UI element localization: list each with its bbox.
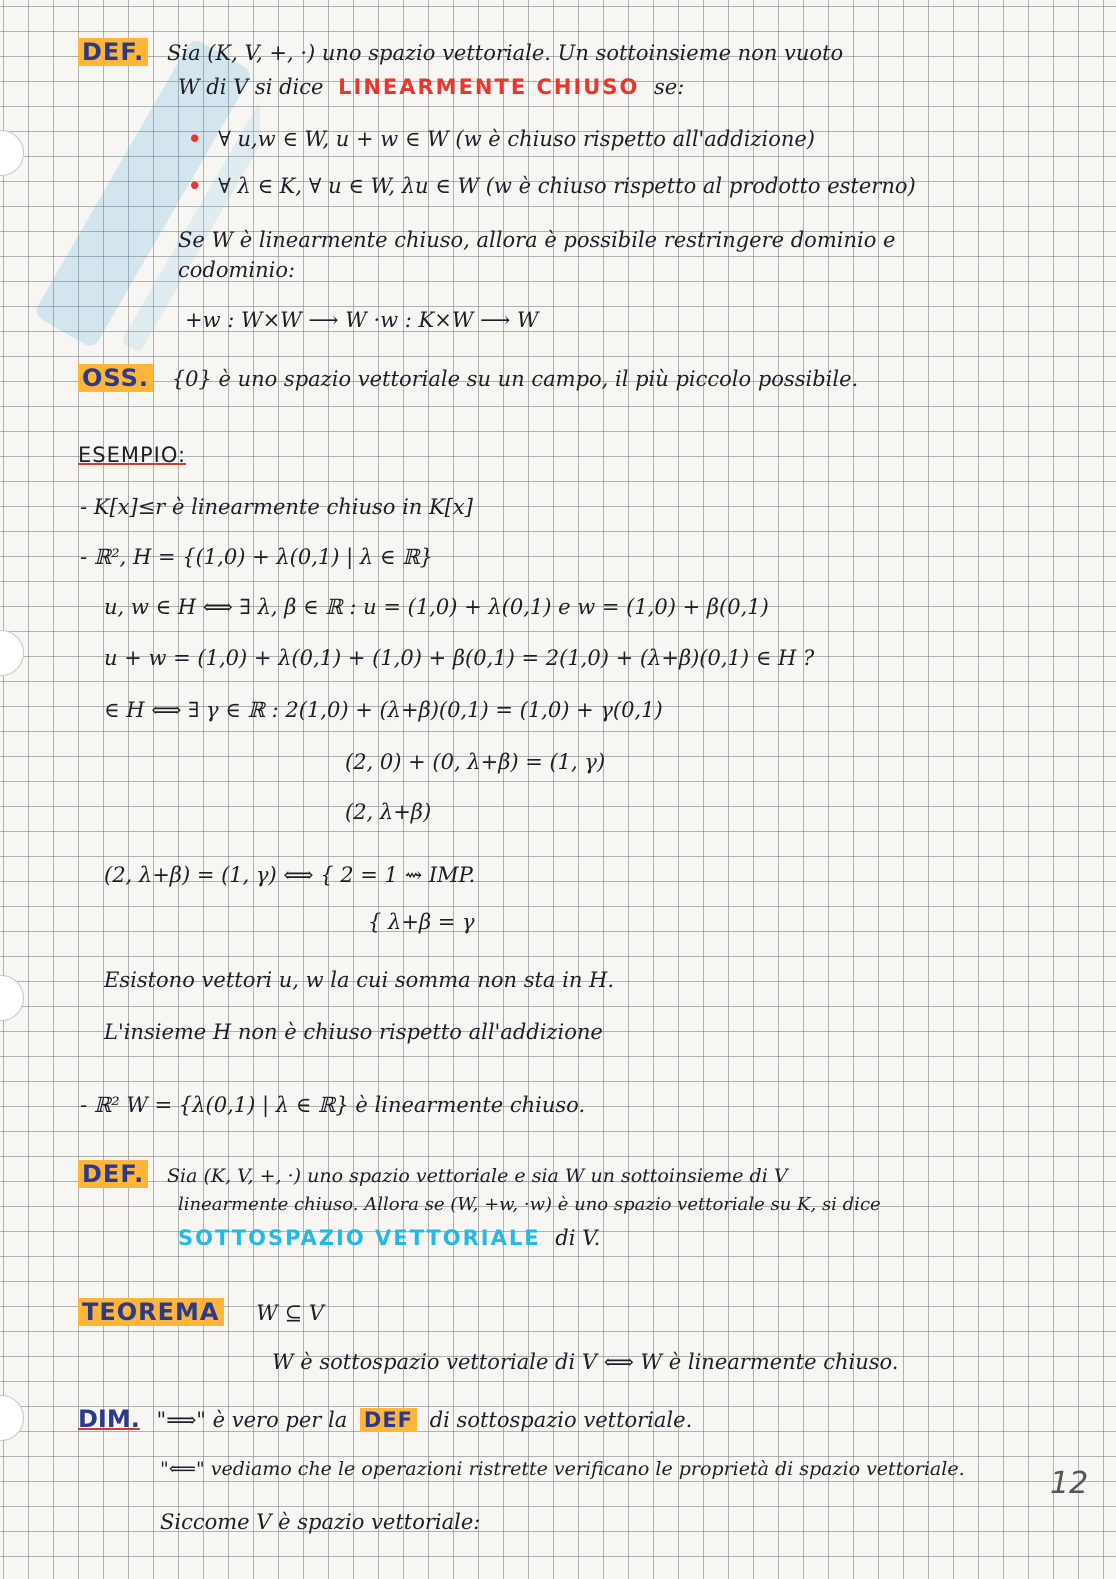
page-number: 12 xyxy=(1050,1466,1089,1501)
def2-line-a xyxy=(78,1162,788,1186)
def2-text-c-post: di V. xyxy=(555,1226,601,1250)
restrict-line-b: codominio: xyxy=(178,258,296,282)
teorema-statement: W è sottospazio vettoriale di V ⟺ W è linearmente chiuso. xyxy=(272,1350,899,1374)
dim-line-b: "⟸" vediamo che le operazioni ristrette verificano le proprietà di spazio vettoriale. xyxy=(160,1458,965,1480)
def-tag: DEF. xyxy=(78,38,148,66)
binder-hole xyxy=(0,975,24,1021)
example-line-7: (2, λ+β) xyxy=(345,800,432,824)
example-line-4: u + w = (1,0) + λ(0,1) + (1,0) + β(0,1) = 2(1,0) + (λ+β)(0,1) ∈ H ? xyxy=(104,646,815,670)
def1-line-b xyxy=(178,77,684,98)
example-line-11: L'insieme H non è chiuso rispetto all'addizione xyxy=(104,1020,603,1044)
example-line-12: - ℝ² W = {λ(0,1) | λ ∈ ℝ} è linearmente chiuso. xyxy=(80,1093,586,1117)
dim-text-a-post: di sottospazio vettoriale. xyxy=(429,1408,693,1432)
bullet-line-2 xyxy=(188,175,916,197)
example-line-3: u, w ∈ H ⟺ ∃ λ, β ∈ ℝ : u = (1,0) + λ(0,1) e w = (1,0) + β(0,1) xyxy=(104,595,769,619)
dim-tag: DIM. xyxy=(78,1405,140,1433)
teorema-tag: TEOREMA xyxy=(78,1298,224,1326)
example-line-9: { λ+β = γ xyxy=(368,910,475,934)
restrict-line-a: Se W è linearmente chiuso, allora è possibile restringere dominio e xyxy=(178,228,896,252)
dim-text-a-pre: "⟹" è vero per la xyxy=(156,1408,348,1432)
example-line-2: - ℝ², H = {(1,0) + λ(0,1) | λ ∈ ℝ} xyxy=(80,545,433,569)
def-tag: DEF. xyxy=(78,1160,148,1188)
bullet-text-1: ∀ u,w ∈ W, u + w ∈ W (w è chiuso rispetto all'addizione) xyxy=(218,127,815,151)
example-line-1: - K[x]≤r è linearmente chiuso in K[x] xyxy=(80,495,473,519)
binder-hole xyxy=(0,630,24,676)
def2-text-a: Sia (K, V, +, ·) uno spazio vettoriale e sia W un sottoinsieme di V xyxy=(167,1165,788,1187)
example-line-6: (2, 0) + (0, λ+β) = (1, γ) xyxy=(345,750,606,774)
def1-text-b-post: se: xyxy=(654,75,685,99)
def-reference: DEF xyxy=(360,1408,417,1432)
dim-line-a xyxy=(78,1407,692,1431)
example-line-8: (2, λ+β) = (1, γ) ⟺ { 2 = 1 ⇝ IMP. xyxy=(104,863,476,887)
def2-line-b: linearmente chiuso. Allora se (W, +w, ·w) è uno spazio vettoriale su K, si dice xyxy=(178,1194,881,1215)
def1-line-a xyxy=(78,40,843,64)
example-line-10: Esistono vettori u, w la cui somma non sta in H. xyxy=(104,968,615,992)
oss-line xyxy=(78,366,858,390)
def1-text-b-pre: W di V si dice xyxy=(178,75,324,99)
example-line-5: ∈ H ⟺ ∃ γ ∈ ℝ : 2(1,0) + (λ+β)(0,1) = (1,0) + γ(0,1) xyxy=(104,698,663,722)
dim-line-c: Siccome V è spazio vettoriale: xyxy=(160,1510,481,1534)
bullet-text-2: ∀ λ ∈ K, ∀ u ∈ W, λu ∈ W (w è chiuso rispetto al prodotto esterno) xyxy=(218,174,916,198)
oss-tag: OSS. xyxy=(78,364,153,392)
def1-text-a: Sia (K, V, +, ·) uno spazio vettoriale. Un sottoinsieme non vuoto xyxy=(167,41,844,65)
bullet-dot: • xyxy=(188,126,202,151)
teorema-line xyxy=(78,1300,324,1324)
esempio-heading: ESEMPIO: xyxy=(78,443,187,467)
def2-line-c xyxy=(178,1228,600,1249)
oss-text: {0} è uno spazio vettoriale su un campo, il più piccolo possibile. xyxy=(171,367,859,391)
binder-hole xyxy=(0,130,24,176)
teorema-text-a: W ⊆ V xyxy=(256,1301,324,1325)
bullet-line-1 xyxy=(188,128,815,150)
linearmente-chiuso-term: LINEARMENTE CHIUSO xyxy=(338,75,640,99)
restrict-line-c: +w : W×W ⟶ W ·w : K×W ⟶ W xyxy=(185,308,539,332)
bullet-dot: • xyxy=(188,173,202,198)
binder-hole xyxy=(0,1395,24,1441)
sottospazio-vettoriale-term: SOTTOSPAZIO VETTORIALE xyxy=(178,1226,541,1250)
